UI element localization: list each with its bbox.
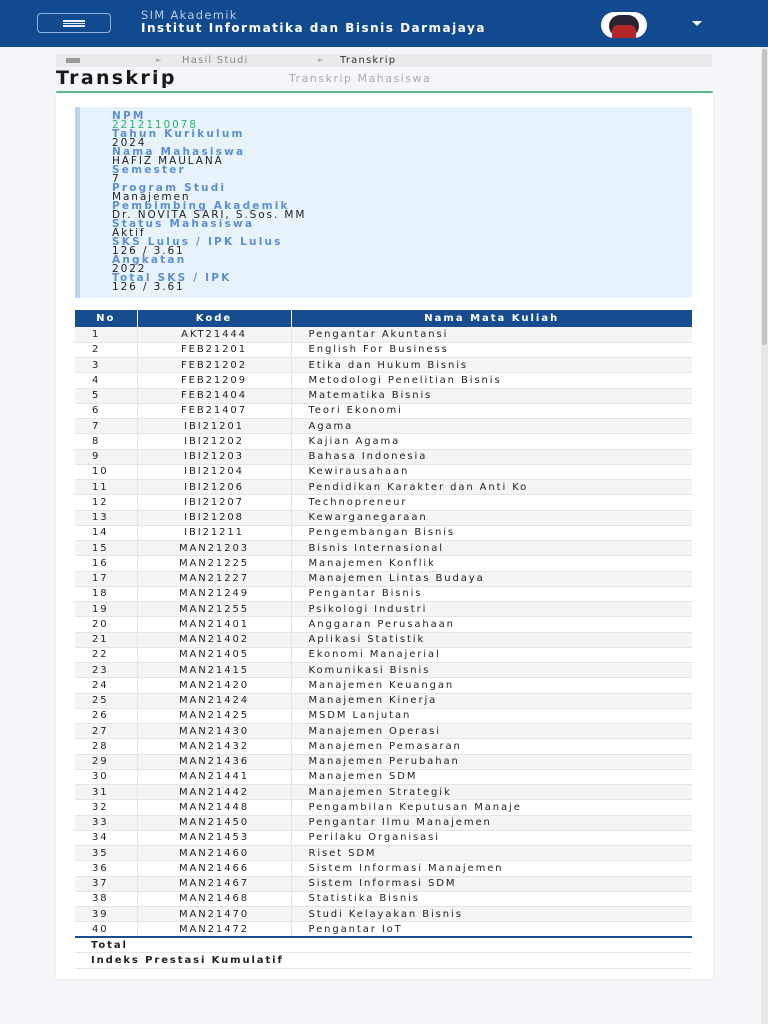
course-code: MAN21467 xyxy=(137,876,291,891)
table-row xyxy=(75,480,692,495)
course-name: Anggaran Perusahaan xyxy=(291,617,692,632)
kurikulum-value: 2024 xyxy=(112,137,147,149)
course-code: MAN21255 xyxy=(137,602,291,617)
table-row xyxy=(75,907,692,922)
breadcrumb-separator-icon: ► xyxy=(318,56,325,64)
column-header-nama: Nama Mata Kuliah xyxy=(291,310,692,327)
npm-label: NPM xyxy=(112,110,146,122)
table-row xyxy=(75,586,692,601)
course-name: Technopreneur xyxy=(291,495,692,510)
course-code: MAN21460 xyxy=(137,846,291,861)
course-code: FEB21202 xyxy=(137,358,291,373)
table-row xyxy=(75,785,692,800)
row-number: 30 xyxy=(75,769,137,784)
table-row xyxy=(75,754,692,769)
row-number: 29 xyxy=(75,754,137,769)
course-code: MAN21225 xyxy=(137,556,291,571)
table-row xyxy=(75,846,692,861)
course-name: Pengantar IoT xyxy=(291,922,692,937)
course-code: IBI21208 xyxy=(137,510,291,525)
course-name: Kajian Agama xyxy=(291,434,692,449)
row-number: 7 xyxy=(75,419,137,434)
row-number: 13 xyxy=(75,510,137,525)
breadcrumb-item-hasil-studi[interactable]: Hasil Studi xyxy=(182,55,249,66)
course-code: AKT21444 xyxy=(137,327,291,342)
row-number: 32 xyxy=(75,800,137,815)
course-name: Pengembangan Bisnis xyxy=(291,525,692,540)
ipk-label: Indeks Prestasi Kumulatif xyxy=(75,953,692,969)
course-name: Etika dan Hukum Bisnis xyxy=(291,358,692,373)
course-code: MAN21405 xyxy=(137,647,291,662)
table-row xyxy=(75,876,692,891)
column-header-no: No xyxy=(75,310,137,327)
table-row xyxy=(75,495,692,510)
row-number: 4 xyxy=(75,373,137,388)
top-navbar xyxy=(0,0,768,47)
table-row xyxy=(75,663,692,678)
course-code: MAN21430 xyxy=(137,724,291,739)
transcript-card xyxy=(56,91,713,979)
row-number: 33 xyxy=(75,815,137,830)
course-name: Aplikasi Statistik xyxy=(291,632,692,647)
row-number: 12 xyxy=(75,495,137,510)
table-row xyxy=(75,739,692,754)
course-code: MAN21415 xyxy=(137,663,291,678)
course-code: MAN21432 xyxy=(137,739,291,754)
course-code: FEB21407 xyxy=(137,403,291,418)
row-number: 14 xyxy=(75,525,137,540)
course-name: Pengantar Bisnis xyxy=(291,586,692,601)
page-title: Transkrip xyxy=(56,67,177,89)
table-row xyxy=(75,449,692,464)
transcript-table-body xyxy=(75,327,692,937)
row-number: 18 xyxy=(75,586,137,601)
angkatan-value: 2022 xyxy=(112,263,147,275)
table-row xyxy=(75,861,692,876)
row-number: 20 xyxy=(75,617,137,632)
table-row xyxy=(75,891,692,906)
row-number: 39 xyxy=(75,907,137,922)
row-number: 22 xyxy=(75,647,137,662)
row-number: 31 xyxy=(75,785,137,800)
course-name: Manajemen SDM xyxy=(291,769,692,784)
course-code: MAN21470 xyxy=(137,907,291,922)
row-number: 5 xyxy=(75,388,137,403)
course-code: IBI21207 xyxy=(137,495,291,510)
course-name: Manajemen Operasi xyxy=(291,724,692,739)
page-subtitle: Transkrip Mahasiswa xyxy=(289,72,432,85)
course-name: Manajemen Keuangan xyxy=(291,678,692,693)
row-number: 1 xyxy=(75,327,137,342)
course-name: Teori Ekonomi xyxy=(291,403,692,418)
row-number: 35 xyxy=(75,846,137,861)
row-number: 40 xyxy=(75,922,137,937)
course-code: MAN21450 xyxy=(137,815,291,830)
kurikulum-label: Tahun Kurikulum xyxy=(112,128,245,140)
avatar-photo-coat xyxy=(612,25,636,38)
row-number: 36 xyxy=(75,861,137,876)
table-row xyxy=(75,571,692,586)
course-code: MAN21227 xyxy=(137,571,291,586)
table-row xyxy=(75,815,692,830)
semester-label: Semester xyxy=(112,164,186,176)
student-name-label: Nama Mahasiswa xyxy=(112,146,246,158)
row-number: 3 xyxy=(75,358,137,373)
column-header-kode: Kode xyxy=(137,310,291,327)
course-name: Psikologi Industri xyxy=(291,602,692,617)
course-code: MAN21401 xyxy=(137,617,291,632)
table-row xyxy=(75,541,692,556)
row-number: 16 xyxy=(75,556,137,571)
course-code: MAN21203 xyxy=(137,541,291,556)
table-row xyxy=(75,358,692,373)
course-name: Komunikasi Bisnis xyxy=(291,663,692,678)
sks-lulus-label: SKS Lulus / IPK Lulus xyxy=(112,236,283,248)
course-name: Ekonomi Manajerial xyxy=(291,647,692,662)
table-row xyxy=(75,525,692,540)
course-name: Manajemen Kinerja xyxy=(291,693,692,708)
course-code: MAN21424 xyxy=(137,693,291,708)
course-name: Bisnis Internasional xyxy=(291,541,692,556)
course-code: FEB21201 xyxy=(137,342,291,357)
course-name: MSDM Lanjutan xyxy=(291,708,692,723)
course-code: MAN21466 xyxy=(137,861,291,876)
table-row xyxy=(75,419,692,434)
row-number: 25 xyxy=(75,693,137,708)
breadcrumb-separator-icon: ► xyxy=(156,56,163,64)
app-brand[interactable] xyxy=(141,9,561,34)
row-number: 6 xyxy=(75,403,137,418)
course-name: Pengantar Akuntansi xyxy=(291,327,692,342)
course-name: Pengantar Ilmu Manajemen xyxy=(291,815,692,830)
scrollbar-thumb[interactable] xyxy=(762,49,767,345)
course-name: Kewirausahaan xyxy=(291,464,692,479)
course-name: Perilaku Organisasi xyxy=(291,830,692,845)
row-number: 17 xyxy=(75,571,137,586)
row-number: 24 xyxy=(75,678,137,693)
table-row xyxy=(75,922,692,937)
advisor-value: Dr. NOVITA SARI, S.Sos. MM xyxy=(112,209,307,221)
program-label: Program Studi xyxy=(112,182,227,194)
table-row xyxy=(75,724,692,739)
table-row xyxy=(75,678,692,693)
course-name: Studi Kelayakan Bisnis xyxy=(291,907,692,922)
course-code: MAN21425 xyxy=(137,708,291,723)
table-row xyxy=(75,556,692,571)
table-row xyxy=(75,510,692,525)
course-code: MAN21420 xyxy=(137,678,291,693)
course-code: IBI21206 xyxy=(137,480,291,495)
row-number: 34 xyxy=(75,830,137,845)
table-row xyxy=(75,464,692,479)
total-sks-label: Total SKS / IPK xyxy=(112,272,232,284)
row-number: 10 xyxy=(75,464,137,479)
table-row xyxy=(75,342,692,357)
row-number: 26 xyxy=(75,708,137,723)
course-code: MAN21402 xyxy=(137,632,291,647)
table-row xyxy=(75,632,692,647)
table-row xyxy=(75,388,692,403)
course-code: IBI21203 xyxy=(137,449,291,464)
status-value: Aktif xyxy=(112,227,146,239)
home-icon[interactable] xyxy=(66,58,80,63)
row-number: 21 xyxy=(75,632,137,647)
course-name: Matematika Bisnis xyxy=(291,388,692,403)
row-number: 9 xyxy=(75,449,137,464)
table-row xyxy=(75,373,692,388)
course-name: Sistem Informasi Manajemen xyxy=(291,861,692,876)
course-code: MAN21448 xyxy=(137,800,291,815)
course-code: MAN21249 xyxy=(137,586,291,601)
npm-value: 2212110078 xyxy=(112,119,198,131)
student-name-value: HAFIZ MAULANA xyxy=(112,155,224,167)
course-code: IBI21202 xyxy=(137,434,291,449)
user-menu-chevron-down-icon[interactable] xyxy=(692,21,702,26)
advisor-label: Pembimbing Akademik xyxy=(112,200,290,212)
course-code: MAN21468 xyxy=(137,891,291,906)
table-row xyxy=(75,647,692,662)
table-row xyxy=(75,403,692,418)
course-name: Bahasa Indonesia xyxy=(291,449,692,464)
app-name: SIM Akademik xyxy=(141,8,238,22)
row-number: 19 xyxy=(75,602,137,617)
table-row xyxy=(75,769,692,784)
course-code: IBI21201 xyxy=(137,419,291,434)
table-row xyxy=(75,617,692,632)
status-label: Status Mahasiswa xyxy=(112,218,255,230)
course-name: Statistika Bisnis xyxy=(291,891,692,906)
total-label: Total xyxy=(75,937,692,953)
course-name: Pendidikan Karakter dan Anti Ko xyxy=(291,480,692,495)
course-name: Manajemen Perubahan xyxy=(291,754,692,769)
institution-name: Institut Informatika dan Bisnis Darmajaya xyxy=(141,21,486,35)
row-number: 38 xyxy=(75,891,137,906)
table-row xyxy=(75,602,692,617)
table-row xyxy=(75,327,692,342)
breadcrumb xyxy=(56,54,712,67)
course-name: Kewarganegaraan xyxy=(291,510,692,525)
sks-lulus-value: 126 / 3.61 xyxy=(112,245,185,257)
breadcrumb-item-transkrip: Transkrip xyxy=(340,55,397,66)
course-name: Agama xyxy=(291,419,692,434)
sidebar-toggle-button[interactable] xyxy=(37,13,111,33)
table-footer-total xyxy=(75,937,692,953)
course-name: Metodologi Penelitian Bisnis xyxy=(291,373,692,388)
course-code: IBI21204 xyxy=(137,464,291,479)
row-number: 27 xyxy=(75,724,137,739)
course-name: Manajemen Strategik xyxy=(291,785,692,800)
course-code: MAN21472 xyxy=(137,922,291,937)
semester-value: 7 xyxy=(112,173,121,185)
row-number: 23 xyxy=(75,663,137,678)
course-code: IBI21211 xyxy=(137,525,291,540)
table-row xyxy=(75,800,692,815)
course-name: Pengambilan Keputusan Manaje xyxy=(291,800,692,815)
table-row xyxy=(75,708,692,723)
row-number: 11 xyxy=(75,480,137,495)
course-name: English For Business xyxy=(291,342,692,357)
table-row xyxy=(75,693,692,708)
course-code: MAN21441 xyxy=(137,769,291,784)
total-sks-value: 126 / 3.61 xyxy=(112,281,185,293)
row-number: 28 xyxy=(75,739,137,754)
course-code: MAN21442 xyxy=(137,785,291,800)
course-code: MAN21453 xyxy=(137,830,291,845)
table-row xyxy=(75,434,692,449)
course-name: Manajemen Lintas Budaya xyxy=(291,571,692,586)
course-code: MAN21436 xyxy=(137,754,291,769)
row-number: 15 xyxy=(75,541,137,556)
transcript-table xyxy=(75,310,692,969)
course-name: Sistem Informasi SDM xyxy=(291,876,692,891)
course-name: Manajemen Pemasaran xyxy=(291,739,692,754)
table-footer-ipk xyxy=(75,953,692,969)
row-number: 37 xyxy=(75,876,137,891)
table-row xyxy=(75,830,692,845)
course-code: FEB21404 xyxy=(137,388,291,403)
course-code: FEB21209 xyxy=(137,373,291,388)
angkatan-label: Angkatan xyxy=(112,254,187,266)
student-info-panel xyxy=(75,107,692,298)
row-number: 8 xyxy=(75,434,137,449)
user-avatar[interactable] xyxy=(601,12,647,38)
row-number: 2 xyxy=(75,342,137,357)
course-name: Manajemen Konflik xyxy=(291,556,692,571)
program-value: Manajemen xyxy=(112,191,191,203)
hamburger-menu-icon xyxy=(63,20,85,27)
course-name: Riset SDM xyxy=(291,846,692,861)
table-header-row xyxy=(75,310,692,327)
